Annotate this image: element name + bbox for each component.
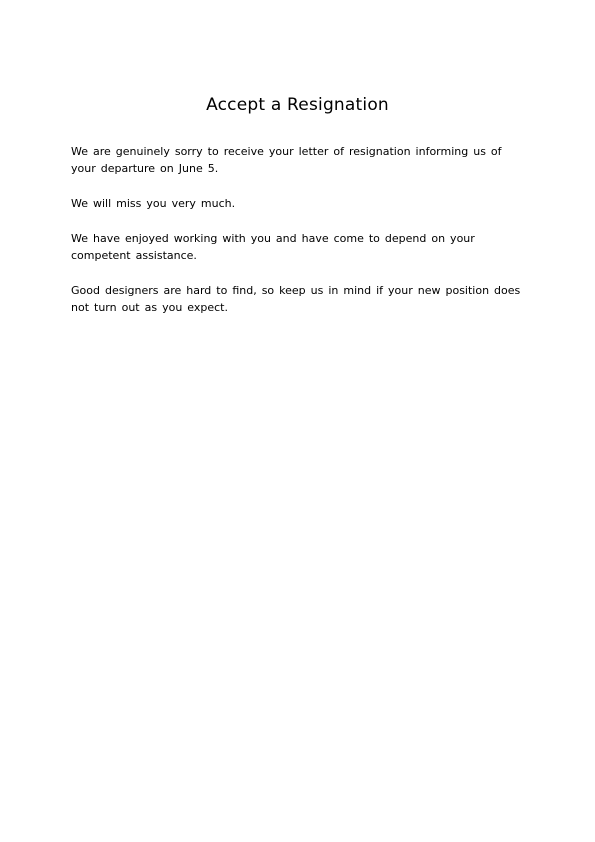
- document-title: Accept a Resignation: [206, 95, 389, 115]
- paragraph-2: We will miss you very much.: [71, 197, 236, 210]
- paragraph-3: We have enjoyed working with you and have come to depend on your competent assistance.: [71, 232, 475, 262]
- letter-body: [71, 143, 521, 334]
- paragraph-4: Good designers are hard to find, so keep us in mind if your new position does not turn out as you expect.: [71, 284, 521, 314]
- paragraph-1: We are genuinely sorry to receive your letter of resignation informing us of your departure on June 5.: [71, 145, 502, 175]
